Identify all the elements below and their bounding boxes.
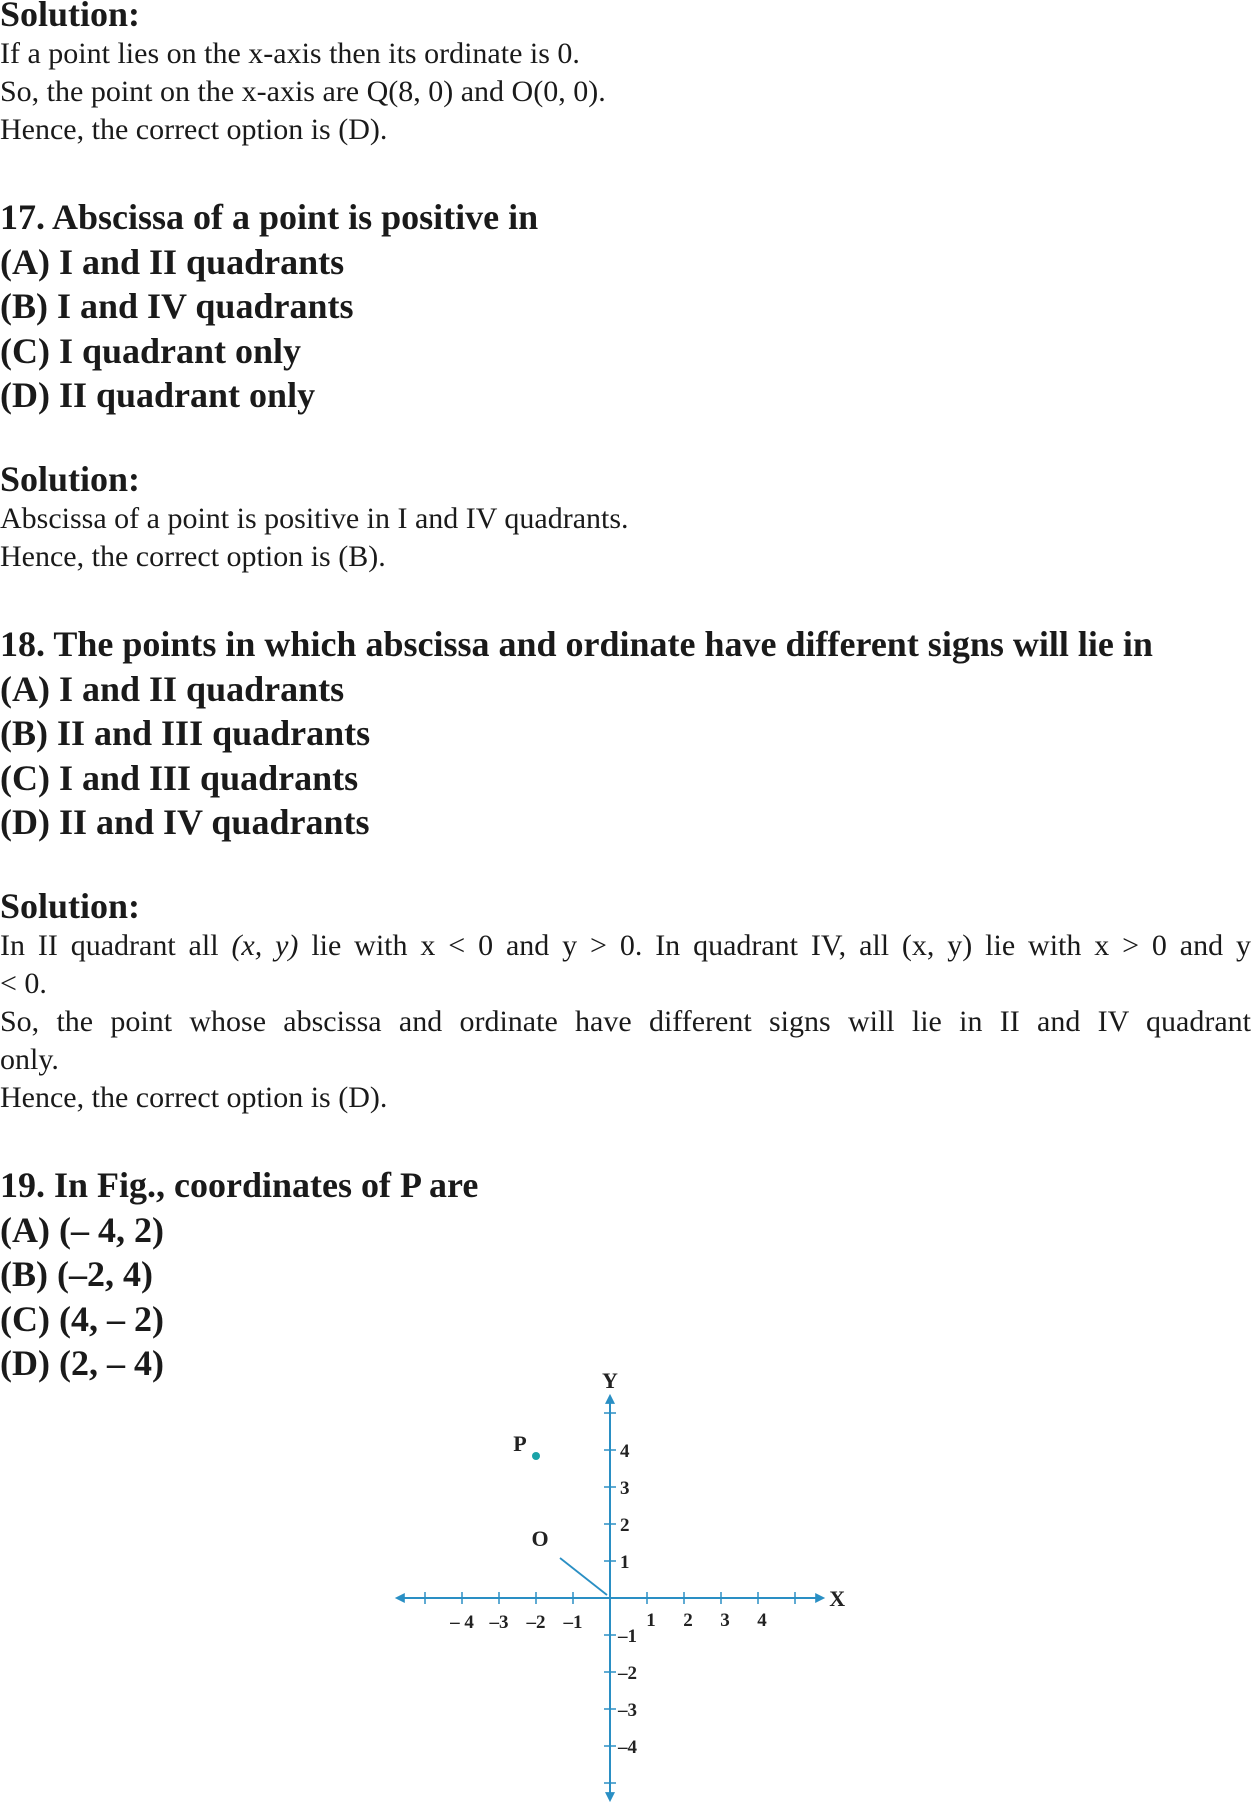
q18-solution-line-5: Hence, the correct option is (D).	[0, 1081, 388, 1114]
q18-option-b: (B) II and III quadrants	[0, 713, 371, 753]
y-axis-arrow-down	[605, 1792, 615, 1802]
y-axis-label: Y	[602, 1367, 618, 1393]
q18-solution-heading: Solution:	[0, 886, 141, 926]
y-tick-label: 2	[620, 1515, 630, 1536]
q18-option-c: (C) I and III quadrants	[0, 758, 359, 798]
q18-solution-line-3: So, the point whose abscissa and ordinate have different signs will lie in II and IV quadrant	[0, 1005, 1251, 1038]
origin-pointer	[560, 1558, 607, 1595]
x-tick-label: –3	[489, 1612, 509, 1633]
q18-solution-line-1-a: In II quadrant all	[0, 929, 232, 962]
q17-option-d: (D) II quadrant only	[0, 375, 316, 415]
y-tick-label: 1	[620, 1552, 630, 1573]
q18-solution-line-1	[0, 927, 1251, 965]
coordinate-plane	[420, 1367, 846, 1815]
q18-option-d: (D) II and IV quadrants	[0, 802, 370, 842]
point-p-label: P	[513, 1431, 527, 1456]
q18-option-a: (A) I and II quadrants	[0, 669, 345, 709]
prev-solution-line-3: Hence, the correct option is (D).	[0, 113, 388, 146]
point-p	[532, 1452, 540, 1460]
q18-solution-line-1-b: lie with x < 0 and y > 0. In quadrant IV, all (x, y) lie with x > 0 and y	[298, 929, 1251, 962]
y-tick-label: –4	[618, 1737, 637, 1758]
q19-option-a: (A) (– 4, 2)	[0, 1210, 164, 1250]
q18-solution-line-1-italic: (x, y)	[231, 929, 299, 962]
x-tick-label: 1	[646, 1610, 656, 1631]
q17-option-a: (A) I and II quadrants	[0, 242, 345, 282]
q18-solution-line-4: only.	[0, 1043, 59, 1076]
q18-question: 18. The points in which abscissa and ordinate have different signs will lie in	[0, 624, 1153, 664]
origin-label: O	[531, 1526, 549, 1551]
q17-option-c: (C) I quadrant only	[0, 331, 302, 371]
x-tick-label: 4	[757, 1610, 767, 1631]
y-tick-label: –1	[618, 1626, 637, 1647]
x-tick-label: 3	[720, 1610, 730, 1631]
x-tick-label: –2	[526, 1612, 546, 1633]
prev-solution-line-2: So, the point on the x-axis are Q(8, 0) and O(0, 0).	[0, 75, 606, 108]
q19-option-c: (C) (4, – 2)	[0, 1299, 164, 1339]
q17-option-b: (B) I and IV quadrants	[0, 286, 354, 326]
q19-question: 19. In Fig., coordinates of P are	[0, 1165, 479, 1205]
q18-solution-line-2: < 0.	[0, 967, 47, 1000]
q17-solution-line-1: Abscissa of a point is positive in I and IV quadrants.	[0, 502, 629, 535]
q17-solution-heading: Solution:	[0, 459, 141, 499]
y-tick-label: 3	[620, 1478, 630, 1499]
q19-option-b: (B) (–2, 4)	[0, 1254, 153, 1294]
q17-solution-line-2: Hence, the correct option is (B).	[0, 540, 386, 573]
prev-solution-line-1: If a point lies on the x-axis then its ordinate is 0.	[0, 37, 580, 70]
y-axis-arrow-up	[605, 1394, 615, 1404]
x-tick-label: –1	[563, 1612, 583, 1633]
coordinate-figure	[420, 1367, 846, 1820]
y-tick-label: –3	[618, 1700, 637, 1721]
y-tick-label: –2	[618, 1663, 637, 1684]
x-axis-arrow-right	[815, 1593, 825, 1603]
axes	[395, 1394, 825, 1802]
prev-solution-heading: Solution:	[0, 0, 141, 34]
x-axis-arrow-left	[395, 1593, 405, 1603]
y-tick-label: 4	[620, 1441, 630, 1462]
x-axis-label: X	[829, 1586, 846, 1611]
q17-question: 17. Abscissa of a point is positive in	[0, 197, 539, 237]
x-tick-label: 2	[683, 1610, 693, 1631]
x-tick-label: – 4	[450, 1612, 474, 1633]
q19-option-d: (D) (2, – 4)	[0, 1343, 164, 1383]
